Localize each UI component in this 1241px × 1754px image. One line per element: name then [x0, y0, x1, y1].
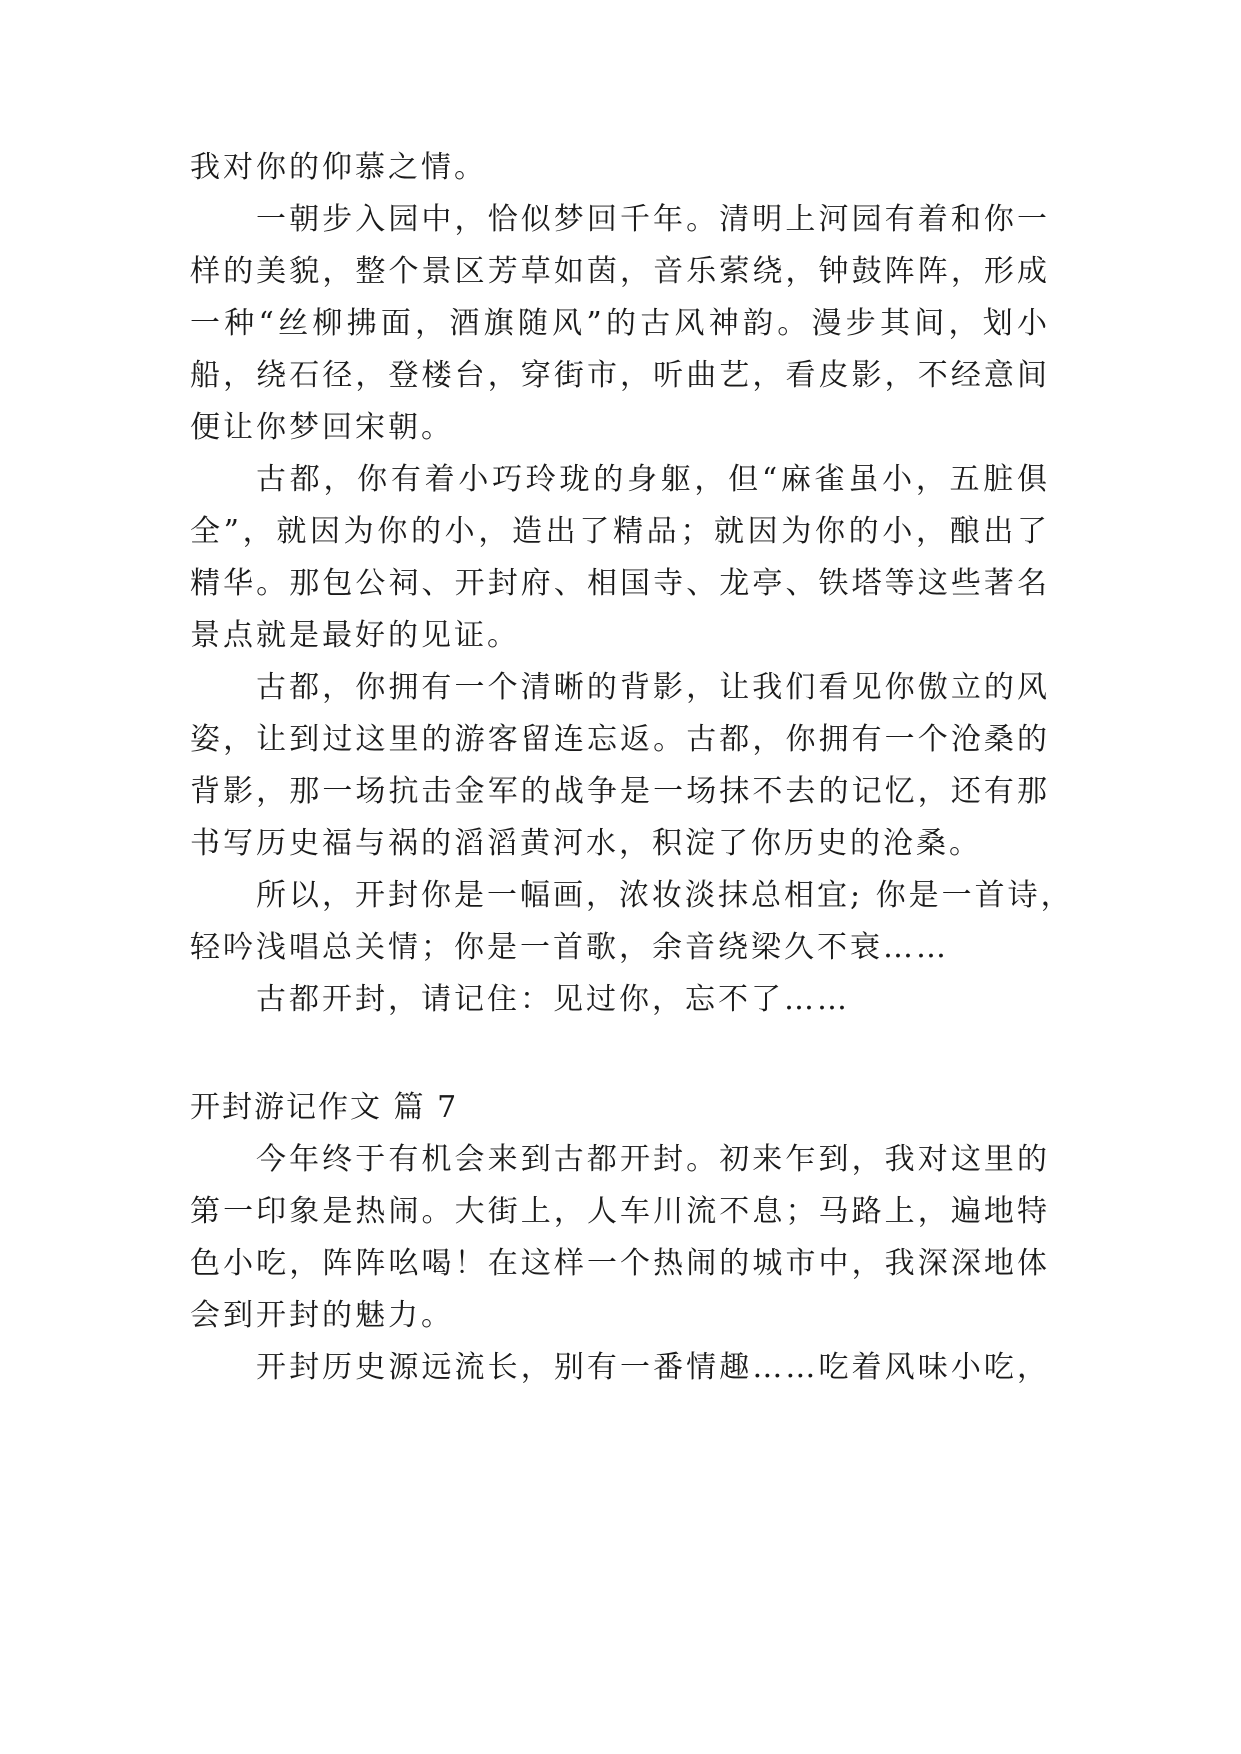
paragraph-line: 全”，就因为你的小，造出了精品；就因为你的小，酿出了 — [190, 514, 1050, 549]
paragraph-line: 便让你梦回宋朝。 — [190, 410, 454, 445]
paragraph-line: 精华。那包公祠、开封府、相国寺、龙亭、铁塔等这些著名 — [190, 566, 1050, 601]
paragraph-line: 样的美貌，整个景区芳草如茵，音乐萦绕，钟鼓阵阵，形成 — [190, 254, 1050, 289]
paragraph-line: 背影，那一场抗击金军的战争是一场抹不去的记忆，还有那 — [190, 774, 1050, 809]
paragraph-line: 所以，开封你是一幅画，浓妆淡抹总相宜; 你是一首诗， — [256, 878, 1074, 913]
paragraph-line: 古都开封，请记住：见过你，忘不了…… — [256, 982, 850, 1017]
paragraph-line: 景点就是最好的见证。 — [190, 618, 520, 653]
paragraph-line: 第一印象是热闹。大街上，人车川流不息；马路上，遍地特 — [190, 1194, 1050, 1229]
section-heading: 开封游记作文 篇 7 — [190, 1090, 459, 1125]
paragraph-line: 船，绕石径，登楼台，穿街市，听曲艺，看皮影，不经意间 — [190, 358, 1050, 393]
paragraph-line: 一种“丝柳拂面，酒旗随风”的古风神韵。漫步其间，划小 — [190, 306, 1050, 341]
paragraph-line: 我对你的仰慕之情。 — [190, 150, 487, 185]
paragraph-line: 轻吟浅唱总关情；你是一首歌，余音绕梁久不衰…… — [190, 930, 949, 965]
paragraph-line: 色小吃，阵阵吆喝！在这样一个热闹的城市中，我深深地体 — [190, 1246, 1050, 1281]
paragraph-line: 古都，你有着小巧玲珑的身躯，但“麻雀虽小，五脏俱 — [256, 462, 1050, 497]
paragraph-line: 姿，让到过这里的游客留连忘返。古都，你拥有一个沧桑的 — [190, 722, 1050, 757]
paragraph-line: 一朝步入园中，恰似梦回千年。清明上河园有着和你一 — [256, 202, 1050, 237]
paragraph-line: 今年终于有机会来到古都开封。初来乍到，我对这里的 — [256, 1142, 1050, 1177]
paragraph-line: 开封历史源远流长，别有一番情趣……吃着风味小吃， — [256, 1350, 1050, 1385]
paragraph-line: 书写历史福与祸的滔滔黄河水，积淀了你历史的沧桑。 — [190, 826, 982, 861]
paragraph-line: 古都，你拥有一个清晰的背影，让我们看见你傲立的风 — [256, 670, 1050, 705]
paragraph-line: 会到开封的魅力。 — [190, 1298, 454, 1333]
